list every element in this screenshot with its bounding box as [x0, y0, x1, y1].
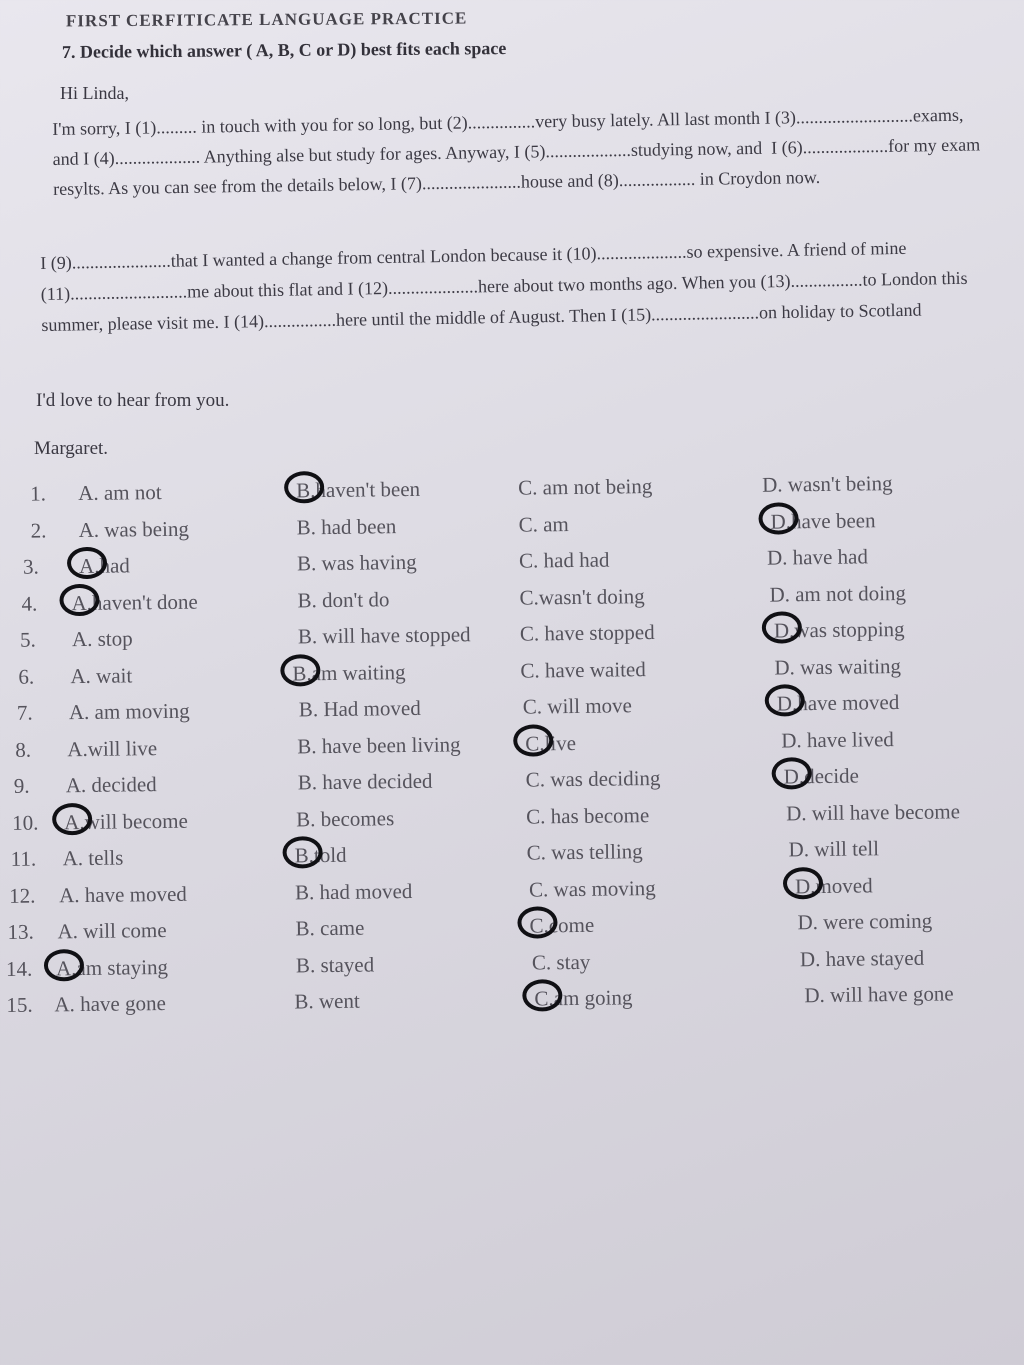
answer-option-b	[295, 878, 413, 904]
answer-letter: C.	[531, 949, 552, 975]
answer-text: am staying	[76, 954, 169, 980]
answer-letter: C.	[520, 657, 540, 683]
answer-text: am	[537, 511, 569, 536]
worksheet-header: FIRST CERFITICATE LANGUAGE PRACTICE	[65, 8, 468, 31]
answer-letter: A.	[71, 626, 93, 652]
answer-option-c	[518, 474, 652, 501]
answer-text: will move	[541, 693, 633, 719]
answer-text: have decided	[316, 768, 433, 795]
answer-text: am not doing	[789, 580, 907, 606]
question-number: 8.	[15, 737, 32, 762]
answer-option-d	[788, 836, 879, 862]
circled-answer-letter: D.	[773, 618, 795, 643]
answer-letter: A.	[58, 882, 80, 907]
exercise-instruction: 7. Decide which answer ( A, B, C or D) best fits each space	[61, 38, 507, 62]
answer-option-a	[67, 736, 157, 762]
answer-option-a	[54, 991, 166, 1017]
question-number: 14.	[5, 956, 33, 981]
answer-option-c	[519, 548, 610, 574]
circled-answer-letter: D.	[794, 873, 816, 898]
question-number: 10.	[12, 810, 39, 835]
answer-option-a	[64, 808, 188, 835]
answer-text: has become	[545, 802, 650, 828]
answer-option-c	[532, 949, 591, 975]
answer-letter: A.	[68, 699, 90, 725]
answer-text: will have become	[806, 798, 961, 825]
question-number: 15.	[6, 992, 33, 1017]
answer-text: am going	[553, 985, 633, 1011]
answer-option-c	[520, 620, 655, 647]
answer-letter: B.	[296, 514, 317, 539]
circled-answer-letter: A.	[78, 553, 100, 579]
answer-text: will become	[84, 808, 188, 834]
answer-letter: A.	[54, 992, 76, 1017]
answer-letter: A.	[65, 772, 87, 798]
answer-letter: C.	[526, 840, 547, 865]
answer-text: stay	[551, 949, 591, 974]
answer-letter: A.	[78, 480, 99, 506]
answer-text: wasn't being	[782, 471, 893, 497]
answer-option-b	[296, 806, 394, 832]
answer-text: moved	[815, 872, 873, 898]
letter-signature: Margaret.	[34, 438, 109, 459]
answer-letter: B.	[296, 806, 316, 831]
answer-option-c	[526, 839, 642, 865]
answer-letter: C.	[525, 767, 546, 792]
circled-answer-letter: A.	[55, 955, 77, 980]
answer-option-a	[79, 553, 130, 579]
answer-text: stayed	[315, 951, 375, 977]
answer-text: went	[313, 988, 360, 1014]
answer-letter: D.	[766, 545, 788, 570]
answer-text: told	[313, 842, 347, 868]
circled-answer-letter: D.	[783, 764, 805, 789]
answer-letter: B.	[295, 916, 315, 941]
circled-answer-letter: A.	[64, 809, 85, 834]
answer-option-a	[71, 589, 198, 616]
answer-letter: D.	[799, 946, 821, 971]
answer-text: came	[314, 915, 365, 941]
answer-text: had had	[538, 547, 610, 573]
answer-text: have had	[787, 544, 869, 570]
answer-option-a	[59, 881, 187, 908]
answer-option-a	[70, 663, 132, 689]
answer-option-c	[519, 584, 644, 611]
circled-answer-letter: C.	[534, 986, 554, 1011]
answer-letter: C.	[526, 803, 546, 829]
answer-text: am not	[98, 480, 162, 505]
answer-letter: C.	[519, 621, 540, 646]
answer-option-b	[298, 622, 471, 649]
question-number: 13.	[7, 919, 34, 944]
answer-letter: D.	[774, 654, 795, 680]
answer-letter: B.	[295, 952, 316, 977]
answer-option-b	[296, 477, 420, 504]
question-number: 7.	[16, 700, 33, 725]
answer-letter: B.	[294, 879, 315, 904]
answer-text: had moved	[314, 878, 413, 904]
answer-option-c	[518, 512, 568, 538]
answer-option-c	[526, 766, 661, 793]
answer-option-b	[295, 916, 364, 942]
answer-option-d	[804, 981, 954, 1008]
letter-paragraph-2: I (9)......................that I wanted a change from central London because it (10)....................so expensive. A friend of mine (11)..........................me about this flat and I (12)....................here about two months ago. When you (13)................to London this summer, please visit me. I (14)................here until the middle of August. Then I (15)........................on holiday to Scotland	[40, 237, 973, 335]
answer-letter: B.	[297, 770, 318, 795]
answer-text: have moved	[797, 690, 900, 716]
answer-letter: C.	[519, 584, 539, 610]
answer-text: wasn't doing	[538, 583, 645, 609]
answer-option-c	[534, 985, 632, 1011]
letter-closing: I'd love to hear from you.	[36, 390, 230, 411]
answer-text: decide	[803, 763, 860, 789]
answer-option-a	[57, 918, 166, 944]
answer-option-a	[63, 846, 124, 872]
answer-text: have gone	[74, 991, 166, 1017]
answer-text: wait	[90, 662, 133, 688]
answer-letter: B.	[298, 697, 319, 722]
question-number: 2.	[30, 517, 47, 543]
answer-text: am not being	[537, 474, 653, 500]
answer-option-b	[299, 696, 421, 722]
answer-text: was telling	[545, 839, 643, 865]
answer-text: was deciding	[544, 765, 661, 792]
answer-text: live	[544, 730, 577, 755]
answer-option-c	[523, 693, 632, 719]
answer-letter: C.	[518, 511, 539, 537]
answer-option-b	[297, 587, 389, 613]
answer-option-d	[797, 909, 932, 936]
answer-letter: C.	[522, 694, 543, 719]
answer-option-d	[800, 945, 925, 972]
question-number: 11.	[10, 846, 37, 871]
answer-option-c	[526, 803, 649, 830]
answer-letter: D.	[781, 727, 802, 752]
answer-letter: A.	[70, 663, 91, 688]
question-number: 12.	[8, 883, 36, 908]
answer-text: will have stopped	[317, 622, 471, 649]
letter-greeting: Hi Linda,	[60, 83, 129, 103]
circled-answer-letter: B.	[292, 660, 312, 685]
question-number: 5.	[19, 627, 36, 652]
answer-option-b	[297, 550, 417, 576]
answer-option-c	[529, 876, 656, 903]
answer-text: have stayed	[820, 945, 925, 971]
answer-text: becomes	[315, 805, 395, 831]
circled-answer-letter: B.	[294, 843, 315, 868]
answer-letter: B.	[297, 587, 317, 612]
question-number: 3.	[22, 554, 39, 579]
answer-option-d	[784, 764, 860, 790]
circled-answer-letter: C.	[525, 730, 545, 756]
answer-text: was waiting	[794, 653, 902, 679]
answer-option-b	[294, 843, 346, 869]
answer-option-d	[786, 799, 960, 826]
answer-text: stop	[92, 626, 133, 651]
circled-answer-letter: B.	[296, 478, 316, 503]
answer-option-d	[769, 580, 906, 607]
question-number: 9.	[13, 773, 30, 798]
answer-option-a	[78, 516, 189, 542]
answer-text: was stopping	[794, 616, 905, 643]
circled-answer-letter: D.	[770, 508, 792, 534]
circled-answer-letter: C.	[529, 913, 549, 938]
answer-text: have waited	[539, 656, 646, 682]
answer-letter: C.	[518, 548, 539, 573]
letter-paragraph-1: I'm sorry, I (1)......... in touch with you for so long, but (2)...............very busy lately. All last month I (3)..........................exams, and I (4)................... Anything alse but study for ages. Anyway, I (5)...................studying now, and I (6)...................for my exam resylts. As you can see from the details below, I (7)......................house and (8)................. in Croydon now.	[52, 104, 985, 199]
answer-option-d	[777, 690, 900, 716]
answer-option-a	[72, 626, 133, 652]
answer-option-d	[774, 617, 905, 644]
answer-option-c	[520, 657, 646, 684]
answer-letter: A.	[67, 736, 88, 761]
question-number: 4.	[21, 591, 38, 616]
answer-option-a	[78, 480, 162, 506]
answer-text: was having	[316, 549, 417, 576]
answer-text: haven't done	[91, 589, 198, 615]
answer-letter: D.	[797, 910, 819, 935]
answer-letter: B.	[296, 551, 317, 576]
answer-text: will come	[77, 917, 167, 944]
answer-text: haven't been	[315, 476, 421, 503]
circled-answer-letter: D.	[776, 691, 798, 716]
answer-option-b	[297, 732, 461, 759]
answer-text: am moving	[89, 698, 190, 724]
answer-text: will have gone	[824, 981, 954, 1007]
answer-letter: D.	[804, 982, 825, 1008]
answer-option-b	[292, 660, 405, 686]
answer-letter: B.	[297, 624, 318, 649]
question-number: 6.	[18, 664, 35, 689]
answer-text: tells	[82, 845, 124, 871]
answer-option-a	[56, 954, 168, 980]
answer-text: Had moved	[317, 695, 421, 722]
answer-text: was moving	[548, 875, 656, 901]
answer-option-d	[774, 654, 901, 681]
question-number: 1.	[30, 481, 47, 506]
answer-text: am waiting	[311, 659, 406, 685]
answer-text: were coming	[817, 908, 933, 935]
answer-option-a	[66, 772, 157, 798]
answer-letter: B.	[294, 989, 314, 1014]
circled-answer-letter: A.	[71, 590, 93, 615]
answer-text: have been living	[316, 731, 461, 758]
answer-text: had	[99, 553, 130, 578]
answer-text: have been	[790, 507, 876, 533]
answer-text: have lived	[801, 726, 894, 752]
answer-text: have moved	[79, 881, 187, 907]
answer-letter: D.	[761, 472, 783, 497]
answer-option-d	[795, 873, 873, 899]
answer-text: will tell	[808, 836, 880, 862]
answer-options-table	[0, 465, 1024, 1025]
answer-option-c	[525, 730, 576, 756]
answer-text: have stopped	[539, 620, 655, 646]
answer-option-b	[296, 952, 374, 978]
answer-option-c	[529, 913, 594, 939]
answer-letter: A.	[78, 517, 100, 542]
answer-letter: D.	[788, 837, 810, 862]
answer-text: don't do	[316, 586, 390, 612]
answer-letter: A.	[57, 919, 79, 944]
answer-text: will live	[87, 735, 158, 761]
answer-letter: C.	[518, 475, 538, 500]
answer-option-a	[69, 699, 190, 725]
answer-option-d	[781, 727, 894, 753]
answer-option-b	[298, 769, 433, 796]
answer-letter: B.	[297, 733, 317, 758]
answer-letter: C.	[528, 876, 549, 902]
answer-letter: D.	[769, 581, 791, 607]
answer-option-d	[770, 508, 875, 534]
answer-letter: A.	[62, 846, 84, 871]
answer-option-d	[762, 471, 893, 498]
answer-text: decided	[86, 772, 157, 797]
answer-text: had been	[315, 513, 397, 539]
answer-text: come	[548, 912, 595, 938]
answer-option-b	[294, 989, 360, 1015]
answer-option-d	[767, 544, 868, 570]
answer-option-b	[296, 514, 396, 540]
answer-letter: D.	[786, 800, 807, 825]
answer-text: was being	[98, 516, 190, 542]
